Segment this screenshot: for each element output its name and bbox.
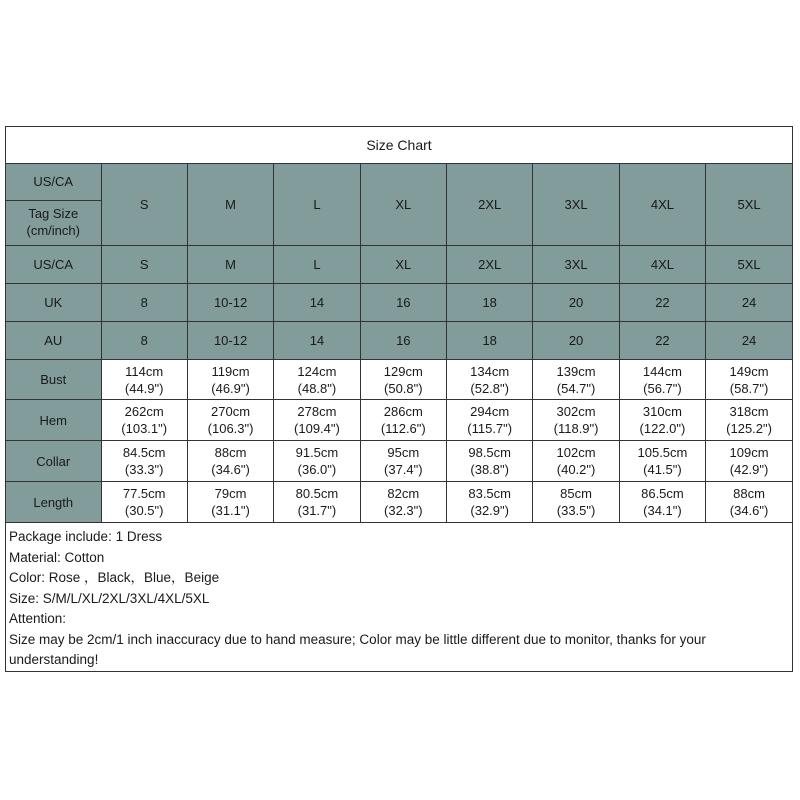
cell-value-inch: (31.1") xyxy=(211,503,250,518)
cell-value: 84.5cm xyxy=(122,445,166,460)
cell-value: 18 xyxy=(482,295,497,310)
tag-size-cell: 2XL xyxy=(447,164,533,246)
table-cell xyxy=(360,246,446,284)
cell-value: 14 xyxy=(309,333,325,348)
table-cell xyxy=(101,360,187,400)
table-cell xyxy=(706,482,792,523)
cell-value: 20 xyxy=(568,333,584,348)
table-cell xyxy=(619,400,705,441)
cell-value: 114cm xyxy=(125,363,164,379)
cell-value: 14 xyxy=(309,295,325,310)
row-label: UK xyxy=(6,284,101,322)
cell-value-inch: (34.1") xyxy=(643,503,682,518)
cell-value-inch: (46.9") xyxy=(211,380,250,396)
cell-value: 10-12 xyxy=(213,295,248,310)
cell-value-inch: (37.4") xyxy=(384,462,423,477)
row-label: Bust xyxy=(6,360,101,400)
cell-value-inch: (42.9") xyxy=(729,462,769,477)
cell-value-inch: (115.7") xyxy=(467,421,513,436)
table-cell xyxy=(360,322,446,360)
table-cell xyxy=(187,360,273,400)
table-cell xyxy=(360,441,446,482)
cell-value: 109cm xyxy=(729,445,769,460)
cell-value: 144cm xyxy=(642,363,682,379)
cell-value: 105.5cm xyxy=(637,445,688,460)
cell-value-inch: (48.8") xyxy=(297,380,337,396)
tag-size-cell: XL xyxy=(360,164,446,246)
cell-value-inch: (125.2") xyxy=(726,421,772,436)
cell-value: 20 xyxy=(568,295,584,310)
us-ca-label: US/CA xyxy=(6,164,101,201)
table-row xyxy=(6,284,792,322)
table-cell xyxy=(360,482,446,523)
cell-value: 278cm xyxy=(297,404,337,419)
cell-value-inch: (33.5") xyxy=(556,503,596,518)
table-cell xyxy=(274,322,360,360)
row-label: Length xyxy=(6,482,101,523)
table-cell xyxy=(533,400,619,441)
cell-value: 3XL xyxy=(564,257,588,272)
cell-value-inch: (32.3") xyxy=(384,503,423,518)
cell-value-inch: (122.0") xyxy=(639,421,686,436)
cell-value: 102cm xyxy=(556,445,596,460)
cell-value: 82cm xyxy=(387,486,420,501)
table-cell xyxy=(619,360,705,400)
table-cell xyxy=(447,246,533,284)
table-cell xyxy=(533,322,619,360)
table-cell xyxy=(619,284,705,322)
row-label: AU xyxy=(6,322,101,360)
cell-value-inch: (41.5") xyxy=(643,462,682,477)
cell-value: 270cm xyxy=(211,404,251,419)
table-cell xyxy=(533,246,619,284)
cell-value: 149cm xyxy=(729,363,769,379)
cell-value-inch: (118.9") xyxy=(553,421,599,436)
cell-value-inch: (103.1") xyxy=(121,421,168,436)
cell-value: 22 xyxy=(655,333,670,348)
cell-value: 124cm xyxy=(297,363,337,379)
cell-value-inch: (32.9") xyxy=(470,503,509,518)
attention-note: Attention: xyxy=(9,611,67,626)
tag-size-label xyxy=(6,201,101,245)
row-label: Hem xyxy=(6,400,101,441)
cell-value: 88cm xyxy=(733,486,765,501)
table-cell xyxy=(101,284,187,322)
cell-value-inch: (112.6") xyxy=(380,421,426,436)
table-cell xyxy=(447,284,533,322)
cell-value: 91.5cm xyxy=(295,445,339,460)
table-cell xyxy=(360,400,446,441)
tag-size-cell: 4XL xyxy=(619,164,705,246)
tag-size-cell: M xyxy=(187,164,273,246)
cell-value: 302cm xyxy=(556,404,596,419)
table-row xyxy=(6,482,792,523)
cell-value-inch: (58.7") xyxy=(729,380,769,396)
row-label: US/CA xyxy=(6,246,101,284)
cell-value: 5XL xyxy=(737,257,761,272)
cell-value-inch: (106.3") xyxy=(207,421,254,436)
cell-value-inch: (34.6") xyxy=(729,503,769,518)
table-row xyxy=(6,246,792,284)
table-cell xyxy=(447,322,533,360)
cell-value: 16 xyxy=(396,295,411,310)
table-cell xyxy=(360,360,446,400)
cell-value: 79cm xyxy=(214,486,247,501)
table-cell xyxy=(187,441,273,482)
table-row xyxy=(6,360,792,400)
table-cell xyxy=(274,400,360,441)
cell-value-inch: (30.5") xyxy=(124,503,164,518)
cell-value: 95cm xyxy=(387,445,420,460)
table-cell xyxy=(187,322,273,360)
cell-value: XL xyxy=(395,257,412,272)
cell-value: 77.5cm xyxy=(122,486,166,501)
table-cell xyxy=(274,284,360,322)
cell-value: 294cm xyxy=(470,404,510,419)
tag-size-cell: 5XL xyxy=(706,164,792,246)
size-note: Size: S/M/L/XL/2XL/3XL/4XL/5XL xyxy=(9,590,210,606)
cell-value: 98.5cm xyxy=(468,445,511,460)
cell-value: 85cm xyxy=(560,486,592,501)
cell-value: 286cm xyxy=(383,404,423,419)
cell-value: 310cm xyxy=(642,404,682,419)
cell-value: 24 xyxy=(741,295,757,310)
row-label: Collar xyxy=(6,441,101,482)
tag-size-row xyxy=(6,164,792,246)
cell-value-inch: (56.7") xyxy=(643,380,682,396)
cell-value: 262cm xyxy=(124,404,164,419)
cell-value: 134cm xyxy=(470,363,510,379)
table-cell xyxy=(101,400,187,441)
table-cell xyxy=(533,482,619,523)
table-cell xyxy=(101,246,187,284)
table-cell xyxy=(447,441,533,482)
tag-size-label-line1: Tag Size xyxy=(28,206,79,221)
table-cell xyxy=(706,441,792,482)
cell-value-inch: (36.0") xyxy=(297,462,337,477)
tag-size-cell: 3XL xyxy=(533,164,619,246)
cell-value-inch: (38.8") xyxy=(470,462,509,477)
table-cell xyxy=(101,322,187,360)
cell-value: 129cm xyxy=(383,363,423,379)
table-cell xyxy=(619,441,705,482)
table-cell xyxy=(274,246,360,284)
package-note: Package include: 1 Dress xyxy=(9,529,163,544)
table-cell xyxy=(706,246,792,284)
cell-value: 4XL xyxy=(650,257,674,272)
table-row xyxy=(6,441,792,482)
table-cell xyxy=(533,360,619,400)
cell-value: 139cm xyxy=(556,363,596,379)
table-cell xyxy=(274,482,360,523)
table-cell xyxy=(187,284,273,322)
cell-value: S xyxy=(139,257,149,272)
size-table xyxy=(6,164,792,523)
table-cell xyxy=(706,284,792,322)
cell-value: 22 xyxy=(655,295,670,310)
table-row xyxy=(6,400,792,441)
cell-value-inch: (52.8") xyxy=(470,380,509,396)
table-cell xyxy=(706,322,792,360)
cell-value-inch: (40.2") xyxy=(556,462,596,477)
cell-value-inch: (34.6") xyxy=(211,462,250,477)
cell-value: 24 xyxy=(741,333,757,348)
cell-value-inch: (54.7") xyxy=(556,380,596,396)
cell-value: 18 xyxy=(482,333,497,348)
table-cell xyxy=(706,400,792,441)
table-cell xyxy=(619,322,705,360)
table-cell xyxy=(447,482,533,523)
cell-value-inch: (33.3") xyxy=(124,462,164,477)
cell-value: 86.5cm xyxy=(641,486,684,501)
cell-value: 318cm xyxy=(729,404,769,419)
cell-value: 8 xyxy=(140,333,148,348)
cell-value-inch: (109.4") xyxy=(294,421,340,436)
disclaimer-note: Size may be 2cm/1 inch inaccuracy due to hand measure; Color may be little different due to monitor, thanks for your understanding! xyxy=(9,631,706,667)
table-cell xyxy=(101,482,187,523)
table-row xyxy=(6,322,792,360)
tag-size-cell: L xyxy=(274,164,360,246)
chart-title: Size Chart xyxy=(6,127,792,164)
table-cell xyxy=(101,441,187,482)
cell-value: 2XL xyxy=(478,257,502,272)
tag-size-header-cell xyxy=(6,164,101,246)
table-cell xyxy=(447,400,533,441)
table-cell xyxy=(187,400,273,441)
table-cell xyxy=(187,246,273,284)
table-cell xyxy=(274,360,360,400)
cell-value: 83.5cm xyxy=(468,486,511,501)
table-cell xyxy=(619,246,705,284)
table-cell xyxy=(447,360,533,400)
cell-value: 16 xyxy=(396,333,411,348)
tag-size-cell: S xyxy=(101,164,187,246)
cell-value: 10-12 xyxy=(213,333,248,348)
table-cell xyxy=(533,441,619,482)
cell-value: 119cm xyxy=(211,363,250,379)
tag-size-label-line2: (cm/inch) xyxy=(26,223,80,238)
color-note: Color: Rose ，Black，Blue，Beige xyxy=(9,570,220,585)
cell-value: 8 xyxy=(140,295,148,310)
size-chart-sheet xyxy=(5,126,793,672)
cell-value-inch: (44.9") xyxy=(124,380,164,396)
cell-value: M xyxy=(225,257,236,272)
cell-value: L xyxy=(313,257,321,272)
cell-value: 88cm xyxy=(214,445,247,460)
table-cell xyxy=(706,360,792,400)
cell-value-inch: (31.7") xyxy=(297,503,337,518)
cell-value-inch: (50.8") xyxy=(384,380,423,396)
size-table-body xyxy=(6,164,792,523)
material-note: Material: Cotton xyxy=(9,549,105,565)
notes-block xyxy=(6,523,792,671)
table-cell xyxy=(187,482,273,523)
cell-value: 80.5cm xyxy=(295,486,339,501)
table-cell xyxy=(533,284,619,322)
table-cell xyxy=(274,441,360,482)
table-cell xyxy=(360,284,446,322)
table-cell xyxy=(619,482,705,523)
